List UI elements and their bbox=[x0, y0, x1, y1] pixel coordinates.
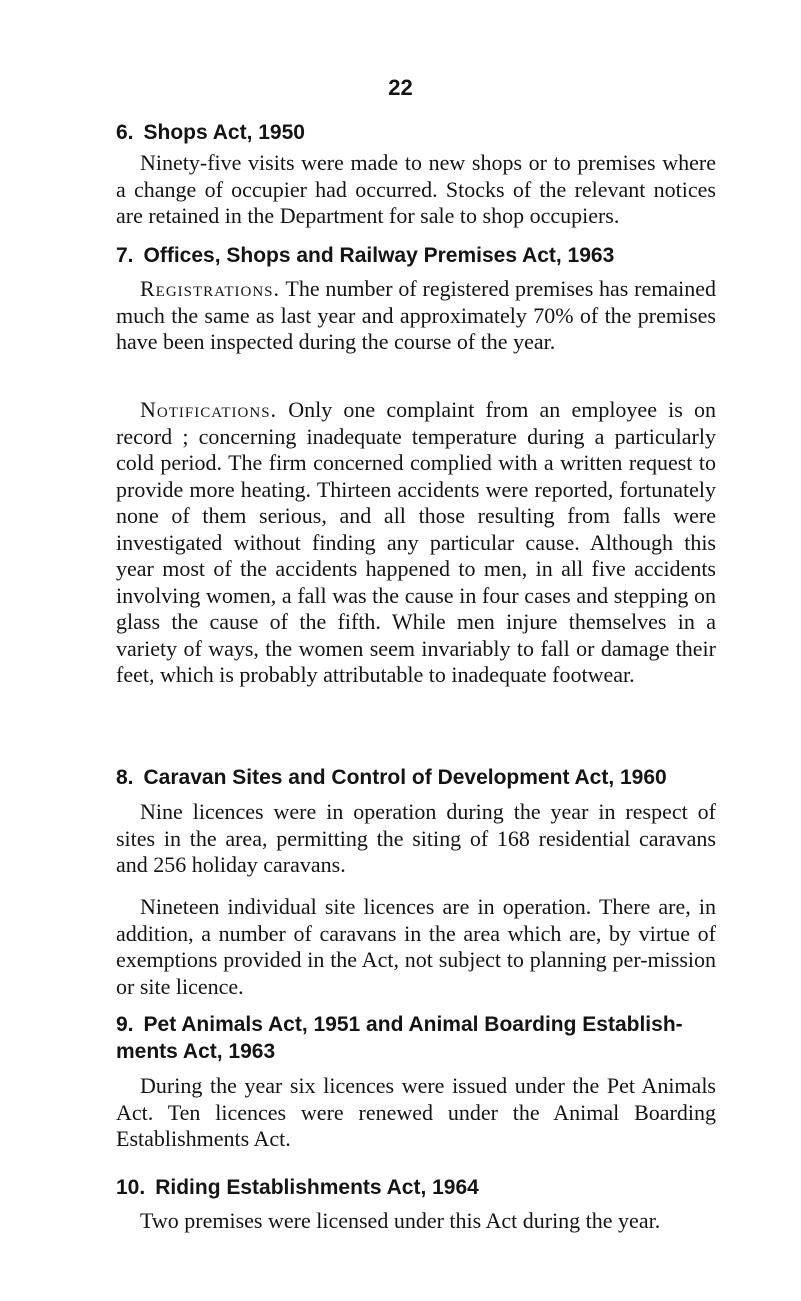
section-title: Riding Establishments Act, 1964 bbox=[155, 1176, 479, 1199]
section-number: 9. bbox=[116, 1013, 134, 1036]
paragraph-text: Only one complaint from an employee is on record ; concerning inadequate temperature during a particularly cold period. The firm concerned complied with a written request to provide more heating. Thirteen accidents were reported, fortunately none of them serious, and all those resulting from falls were investigated without finding any particular cause. Although this year most of the accidents happened to men, in all five accidents involving women, a fall was the cause in four cases and stepping on glass the cause of the fifth. While men injure themselves in a variety of ways, the women seem invariably to fall or damage their feet, which is probably attributable to inadequate footwear. bbox=[116, 397, 716, 687]
section-title: Caravan Sites and Control of Development Act, 1960 bbox=[143, 766, 667, 789]
paragraph-text: During the year six licences were issued under the Pet Animals Act. Ten licences were renewed under the Animal Boarding Establishments Act. bbox=[116, 1073, 716, 1151]
paragraph bbox=[116, 150, 716, 230]
paragraph bbox=[116, 799, 716, 879]
section-title: Shops Act, 1950 bbox=[143, 121, 305, 144]
section-number: 8. bbox=[116, 766, 134, 789]
paragraph-text: The number of registered premises has remained much the same as last year and approximately 70% of the premises have been inspected during the course of the year. bbox=[116, 276, 717, 354]
paragraph bbox=[116, 397, 716, 689]
paragraph bbox=[116, 1073, 716, 1153]
section-number: 6. bbox=[116, 121, 134, 144]
section-heading bbox=[116, 242, 614, 269]
paragraph-lead: Notifications. bbox=[140, 397, 278, 422]
section-title: Offices, Shops and Railway Premises Act, 1963 bbox=[143, 244, 615, 267]
section-number: 7. bbox=[116, 244, 134, 267]
section-heading bbox=[116, 1174, 479, 1201]
section-title: Pet Animals Act, 1951 and Animal Boarding Establish-ments Act, 1963 bbox=[116, 1013, 683, 1063]
section-heading bbox=[116, 119, 305, 146]
paragraph-lead: Registrations. bbox=[140, 276, 281, 301]
section-heading bbox=[116, 1011, 716, 1065]
paragraph-text: Nine licences were in operation during the year in respect of sites in the area, permitting the siting of 168 residential caravans and 256 holiday caravans. bbox=[116, 799, 716, 877]
paragraph bbox=[116, 276, 716, 356]
page-number: 22 bbox=[388, 75, 413, 100]
paragraph-text: Two premises were licensed under this Act during the year. bbox=[140, 1208, 661, 1233]
section-heading bbox=[116, 764, 667, 791]
paragraph-text: Nineteen individual site licences are in operation. There are, in addition, a number of caravans in the area which are, by virtue of exemptions provided in the Act, not subject to planning per-mission or site licence. bbox=[116, 894, 716, 999]
paragraph-text: Ninety-five visits were made to new shops or to premises where a change of occupier had occurred. Stocks of the relevant notices are retained in the Department for sale to shop occupiers. bbox=[116, 150, 716, 228]
paragraph bbox=[116, 894, 716, 1000]
section-number: 10. bbox=[116, 1176, 146, 1199]
paragraph bbox=[116, 1208, 716, 1235]
